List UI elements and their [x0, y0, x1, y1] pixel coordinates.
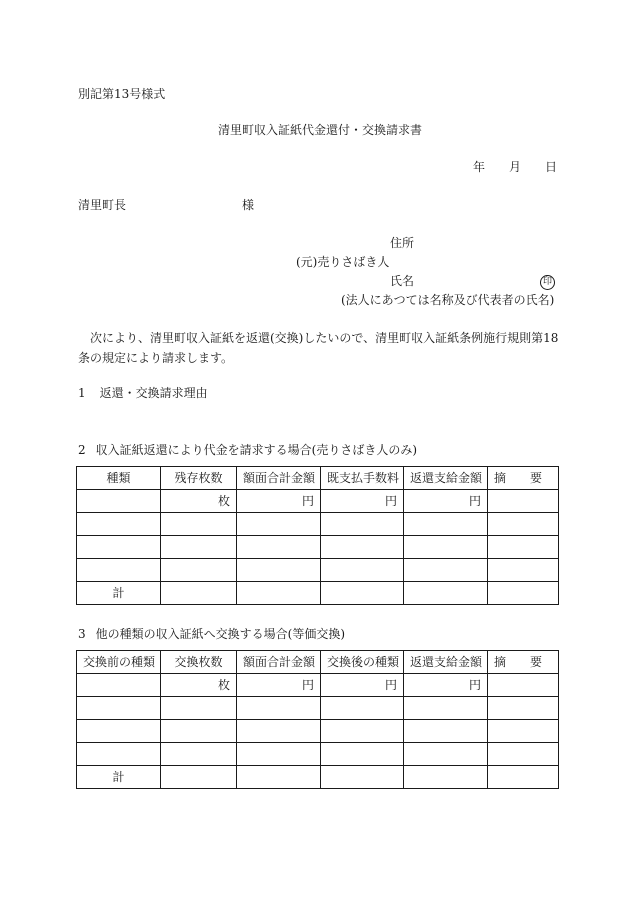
form-number: 別記第13号様式 [78, 87, 166, 101]
header-cell: 摘 要 [488, 651, 559, 674]
unit-cell[interactable]: 円 [404, 490, 488, 513]
input-cell[interactable] [161, 559, 237, 582]
input-cell[interactable] [237, 766, 321, 789]
input-cell[interactable] [488, 766, 559, 789]
input-cell[interactable] [488, 743, 559, 766]
input-cell[interactable] [77, 743, 161, 766]
header-cell: 交換枚数 [161, 651, 237, 674]
header-cell: 額面合計金額 [237, 467, 321, 490]
input-cell[interactable] [404, 697, 488, 720]
input-cell[interactable] [161, 513, 237, 536]
input-cell[interactable] [321, 559, 404, 582]
unit-cell[interactable]: 枚 [161, 490, 237, 513]
input-cell[interactable] [488, 720, 559, 743]
input-cell[interactable] [161, 582, 237, 605]
input-cell[interactable] [237, 697, 321, 720]
input-cell[interactable] [237, 720, 321, 743]
table-row [77, 743, 559, 766]
total-label: 計 [77, 582, 161, 605]
input-cell[interactable] [404, 743, 488, 766]
section2-title: 収入証紙返還により代金を請求する場合(売りさばき人のみ) [95, 443, 418, 457]
header-cell: 既支払手数料 [321, 467, 404, 490]
table-header-row [77, 467, 559, 490]
header-cell: 額面合計金額 [237, 651, 321, 674]
input-cell[interactable] [488, 513, 559, 536]
corporate-note: (法人にあつては名称及び代表者の氏名) [341, 293, 555, 307]
total-label: 計 [77, 766, 161, 789]
exchange-table [76, 650, 559, 789]
table-row [77, 536, 559, 559]
table-row [77, 720, 559, 743]
unit-cell[interactable]: 円 [237, 674, 321, 697]
input-cell[interactable] [321, 766, 404, 789]
input-cell[interactable] [321, 697, 404, 720]
seal-mark: 印 [540, 275, 555, 290]
input-cell[interactable] [237, 513, 321, 536]
table-total-row [77, 766, 559, 789]
date-month-label: 月 [509, 160, 522, 174]
table-row [77, 513, 559, 536]
input-cell[interactable] [404, 536, 488, 559]
unit-cell[interactable]: 円 [237, 490, 321, 513]
header-cell: 交換後の種類 [321, 651, 404, 674]
address-label: 住所 [390, 236, 415, 250]
input-cell[interactable] [77, 674, 161, 697]
input-cell[interactable] [404, 513, 488, 536]
input-cell[interactable] [488, 697, 559, 720]
addressee-honorific: 様 [242, 198, 255, 212]
input-cell[interactable] [77, 513, 161, 536]
input-cell[interactable] [161, 697, 237, 720]
input-cell[interactable] [488, 674, 559, 697]
date-year-label: 年 [473, 160, 486, 174]
input-cell[interactable] [404, 582, 488, 605]
input-cell[interactable] [77, 720, 161, 743]
name-label: 氏名 [390, 274, 415, 288]
input-cell[interactable] [488, 559, 559, 582]
input-cell[interactable] [321, 743, 404, 766]
section3-number: 3 [78, 627, 86, 641]
input-cell[interactable] [161, 536, 237, 559]
table-total-row [77, 582, 559, 605]
header-cell: 返還支給金額 [404, 467, 488, 490]
input-cell[interactable] [404, 720, 488, 743]
input-cell[interactable] [77, 697, 161, 720]
input-cell[interactable] [77, 490, 161, 513]
input-cell[interactable] [404, 766, 488, 789]
input-cell[interactable] [488, 582, 559, 605]
input-cell[interactable] [321, 536, 404, 559]
header-cell: 残存枚数 [161, 467, 237, 490]
unit-cell[interactable]: 円 [321, 490, 404, 513]
section2-number: 2 [78, 443, 86, 457]
header-cell: 交換前の種類 [77, 651, 161, 674]
input-cell[interactable] [237, 559, 321, 582]
section3-heading [78, 627, 345, 641]
section1-title: 返還・交換請求理由 [99, 386, 208, 400]
input-cell[interactable] [161, 743, 237, 766]
table-row [77, 490, 559, 513]
input-cell[interactable] [237, 582, 321, 605]
section1-heading [78, 386, 208, 400]
input-cell[interactable] [161, 720, 237, 743]
header-cell: 種類 [77, 467, 161, 490]
table-header-row [77, 651, 559, 674]
input-cell[interactable] [237, 536, 321, 559]
input-cell[interactable] [321, 513, 404, 536]
input-cell[interactable] [404, 559, 488, 582]
header-cell: 返還支給金額 [404, 651, 488, 674]
input-cell[interactable] [237, 743, 321, 766]
unit-cell[interactable]: 円 [404, 674, 488, 697]
unit-cell[interactable]: 円 [321, 674, 404, 697]
addressee-name: 清里町長 [78, 198, 127, 212]
input-cell[interactable] [488, 536, 559, 559]
request-body-text: 次により、清里町収入証紙を返還(交換)したいので、清里町収入証紙条例施行規則第18条の規定により請求します。 [78, 331, 559, 365]
seal-icon [540, 273, 555, 290]
date-day-label: 日 [545, 160, 558, 174]
input-cell[interactable] [77, 536, 161, 559]
input-cell[interactable] [77, 559, 161, 582]
input-cell[interactable] [161, 766, 237, 789]
section2-heading [78, 443, 417, 457]
input-cell[interactable] [321, 720, 404, 743]
applicant-role-label: (元)売りさばき人 [296, 255, 390, 269]
unit-cell[interactable]: 枚 [161, 674, 237, 697]
input-cell[interactable] [321, 582, 404, 605]
table-row [77, 674, 559, 697]
section3-title: 他の種類の収入証紙へ交換する場合(等価交換) [95, 627, 346, 641]
header-cell: 摘 要 [488, 467, 559, 490]
input-cell[interactable] [488, 490, 559, 513]
table-row [77, 697, 559, 720]
document-title: 清里町収入証紙代金還付・交換請求書 [218, 123, 423, 137]
section1-number: 1 [78, 386, 86, 400]
table-row [77, 559, 559, 582]
refund-table [76, 466, 559, 605]
